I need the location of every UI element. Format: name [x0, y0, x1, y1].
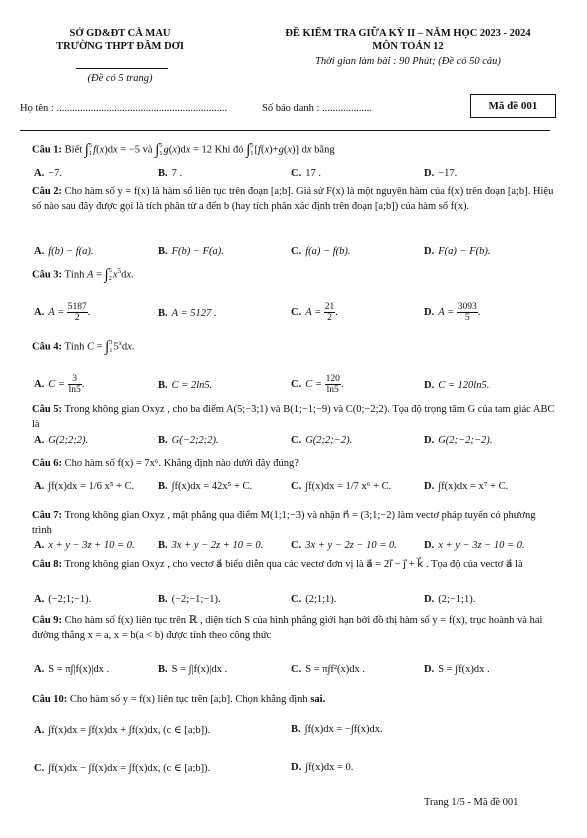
- q7-option-d: D. x + y − 3z − 10 = 0.: [424, 540, 525, 551]
- question-9: Câu 9: Cho hàm số f(x) liên tục trên ℝ , diện tích S của hình phẳng giới hạn bởi đồ thị hàm số y = f(x), trục hoành và hai đường thẳng x = a, x = b(a < b) được tính theo công thức: [32, 615, 543, 641]
- q5-option-a: A. G(2;2;2).: [34, 435, 89, 446]
- question-5: Câu 5: Trong không gian Oxyz , cho ba điểm A(5;−3;1) và B(1;−1;−9) và C(0;−2;2). Tọa độ trọng tâm G của tam giác ABC là: [32, 404, 555, 430]
- page-footer: Trang 1/5 - Mã đề 001: [424, 797, 519, 808]
- q5-option-d: D. G(2;−2;−2).: [424, 435, 493, 446]
- candidate-number-field: Số báo danh : ...................: [262, 103, 372, 114]
- q3-option-a: A. A = $\frac{5187}{2}$ .: [34, 302, 91, 323]
- dept-name: SỞ GD&ĐT CÀ MAU: [69, 28, 171, 39]
- pages-note: (Đề có 5 trang): [87, 73, 153, 84]
- q5-option-c: C. G(2;2;−2).: [291, 435, 353, 446]
- subject-title: MÔN TOÁN 12: [372, 41, 444, 52]
- q4-option-a: A. C = $\frac{3}{\ln 5}$ .: [34, 374, 85, 395]
- q2-option-b: B. F(b) − F(a).: [158, 246, 224, 257]
- q3-option-d: D. A = $\frac{3093}{5}$ .: [424, 302, 481, 323]
- q9-option-d: D. S = ∫f(x)dx .: [424, 664, 490, 675]
- q4-option-b: B. C = 2ln5.: [158, 380, 213, 391]
- q8-option-a: A. (−2;1;−1).: [34, 594, 92, 605]
- q8-option-b: B. (−2;−1;−1).: [158, 594, 221, 605]
- q10-option-b: B. ∫f(x)dx = −∫f(x)dx.: [291, 724, 383, 735]
- header-bottom-rule: [20, 130, 550, 131]
- q3-option-c: C. A = $\frac{21}{2}$ .: [291, 302, 338, 323]
- q6-option-b: B. ∫f(x)dx = 42x⁵ + C.: [158, 481, 253, 492]
- q4-option-d: D. C = 120ln5.: [424, 380, 490, 391]
- question-6: Câu 6: Cho hàm số f(x) = 7x⁶. Khẳng định nào dưới đây đúng?: [32, 458, 299, 469]
- question-8: Câu 8: Trong không gian Oxyz , cho vectơ a⃗ biểu diễn qua các vectơ đơn vị là a⃗ = 2i⃗ − j⃗ + k⃗ . Tọa độ của vectơ a⃗ là: [32, 559, 523, 570]
- q6-option-a: A. ∫f(x)dx = 1/6 x⁵ + C.: [34, 481, 135, 492]
- q9-option-c: C. S = π∫f²(x)dx .: [291, 664, 366, 675]
- exam-code-box: Mã đề 001: [470, 94, 556, 118]
- q10-option-c: C. ∫f(x)dx − ∫f(x)dx = ∫f(x)dx, (c ∈ [a;b]).: [34, 763, 211, 774]
- question-2: Câu 2: Cho hàm số y = f(x) là hàm số liên tục trên đoạn [a;b]. Giả sử F(x) là một nguyên hàm của f(x) trên đoạn [a;b]. Hiệu số nào sau đây được gọi là tích phân từ a đến b (hay tích phân xác định trên đoạn [a;b]) của hàm số f(x).: [32, 186, 554, 212]
- student-name-field: Họ tên : .................................................................: [20, 103, 228, 114]
- q8-option-c: C. (2;1;1).: [291, 594, 337, 605]
- q1-option-c: C. 17 .: [291, 168, 321, 179]
- q7-option-a: A. x + y − 3z + 10 = 0.: [34, 540, 135, 551]
- q2-option-d: D. F(a) − F(b).: [424, 246, 491, 257]
- question-7: Câu 7: Trong không gian Oxyz , mặt phẳng qua điểm M(1;1;−3) và nhận n⃗ = (3;1;−2) làm vectơ pháp tuyến có phương trình: [32, 510, 536, 536]
- question-3: Câu 3: Tính A = ∫5 $2x^5dx$.: [32, 267, 134, 284]
- q8-option-d: D. (2;−1;1).: [424, 594, 476, 605]
- q6-option-d: D. ∫f(x)dx = x⁷ + C.: [424, 481, 509, 492]
- q1-option-d: D. −17.: [424, 168, 458, 179]
- q1-option-a: A. −7.: [34, 168, 63, 179]
- question-4: Câu 4: Tính C = ∫3 15$^x$dx.: [32, 339, 135, 356]
- header-divider-left: [76, 68, 168, 69]
- q10-option-a: A. ∫f(x)dx = ∫f(x)dx + ∫f(x)dx, (c ∈ [a;b]).: [34, 725, 211, 736]
- q3-option-b: B. A = 5127 .: [158, 308, 217, 319]
- exam-title: ĐỀ KIỂM TRA GIỮA KỲ II – NĂM HỌC 2023 - 2024: [285, 28, 531, 39]
- question-1: Câu 1: Biết ∫5 1f(x)dx = −5 và ∫5 1g(x)dx = 12 Khi đó ∫5 1[f(x)+g(x)] dx bằng: [32, 142, 335, 158]
- time-note: Thời gian làm bài : 90 Phút; (Đề có 50 câu): [315, 56, 501, 67]
- q6-option-c: C. ∫f(x)dx = 1/7 x⁶ + C.: [291, 481, 392, 492]
- question-10: Câu 10: Cho hàm số y = f(x) liên tục trên [a;b]. Chọn khẳng định sai.: [32, 694, 326, 705]
- q2-option-c: C. f(a) − f(b).: [291, 246, 351, 257]
- q10-option-d: D. ∫f(x)dx = 0.: [291, 762, 354, 773]
- q7-option-c: C. 3x + y − 2z − 10 = 0.: [291, 540, 397, 551]
- q7-option-b: B. 3x + y − 2z + 10 = 0.: [158, 540, 264, 551]
- q2-option-a: A. f(b) − f(a).: [34, 246, 94, 257]
- q1-option-b: B. 7 .: [158, 168, 183, 179]
- q4-option-c: C. C = $\frac{120}{\ln 5}$ .: [291, 374, 344, 395]
- school-name: TRƯỜNG THPT ĐẦM DƠI: [56, 41, 184, 52]
- q5-option-b: B. G(−2;2;2).: [158, 435, 219, 446]
- q9-option-a: A. S = π∫|f(x)|dx .: [34, 664, 110, 675]
- q9-option-b: B. S = ∫|f(x)|dx .: [158, 664, 228, 675]
